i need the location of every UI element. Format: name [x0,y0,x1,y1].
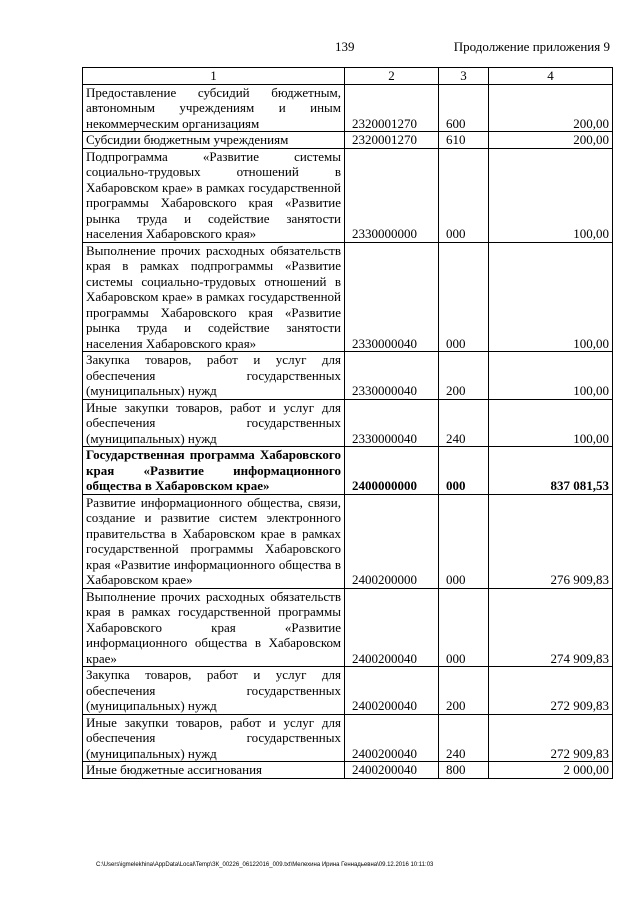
row-amount-cell: 100,00 [489,242,613,352]
row-amount-cell: 276 909,83 [489,494,613,588]
row-code-cell: 2400200040 [345,762,439,779]
row-type-cell: 200 [439,352,489,400]
budget-table [82,67,613,779]
row-name-cell: Предоставление субсидий бюджетным, автономным учреждениям и иным некоммерческим организациям [83,84,345,132]
row-name-cell: Развитие информационного общества, связи, создание и развитие систем электронного правительства в Хабаровском крае в рамках государственной программы Хабаровского края «Развитие информационного общества в Хабаровском крае» [83,494,345,588]
row-code-cell: 2400200040 [345,667,439,715]
row-name-cell: Подпрограмма «Развитие системы социально-трудовых отношений в Хабаровском крае» в рамках государственной программы Хабаровского края «Развитие рынка труда и содействие занятости населения Хабаровского края» [83,148,345,242]
table-row [83,494,613,588]
row-code-cell: 2330000040 [345,242,439,352]
row-amount-cell: 272 909,83 [489,667,613,715]
column-header-type: 3 [439,68,489,85]
row-code-cell: 2400200040 [345,588,439,667]
row-name-cell: Иные бюджетные ассигнования [83,762,345,779]
row-type-cell: 000 [439,148,489,242]
row-code-cell: 2320001270 [345,84,439,132]
row-type-cell: 000 [439,242,489,352]
column-header-code: 2 [345,68,439,85]
row-amount-cell: 272 909,83 [489,714,613,762]
table-row [83,399,613,447]
row-name-cell: Закупка товаров, работ и услуг для обеспечения государственных (муниципальных) нужд [83,352,345,400]
row-name-cell: Государственная программа Хабаровского края «Развитие информационного общества в Хабаровском крае» [83,447,345,495]
table-row [83,148,613,242]
column-header-amount: 4 [489,68,613,85]
row-name-cell: Выполнение прочих расходных обязательств края в рамках государственной программы Хабаровского края «Развитие информационного общества в Хабаровском крае» [83,588,345,667]
row-amount-cell: 200,00 [489,132,613,149]
table-header-row [83,68,613,85]
table-row [83,352,613,400]
row-code-cell: 2400200040 [345,714,439,762]
row-amount-cell: 274 909,83 [489,588,613,667]
row-type-cell: 000 [439,494,489,588]
row-type-cell: 610 [439,132,489,149]
table-row [83,242,613,352]
row-amount-cell: 100,00 [489,148,613,242]
page-number: 139 [335,39,355,54]
row-type-cell: 240 [439,714,489,762]
row-name-cell: Иные закупки товаров, работ и услуг для обеспечения государственных (муниципальных) нужд [83,714,345,762]
row-type-cell: 240 [439,399,489,447]
row-code-cell: 2320001270 [345,132,439,149]
row-code-cell: 2330000000 [345,148,439,242]
row-type-cell: 800 [439,762,489,779]
row-name-cell: Закупка товаров, работ и услуг для обеспечения государственных (муниципальных) нужд [83,667,345,715]
row-amount-cell: 837 081,53 [489,447,613,495]
row-code-cell: 2330000040 [345,352,439,400]
row-amount-cell: 100,00 [489,399,613,447]
table-row [83,762,613,779]
appendix-label: Продолжение приложения 9 [453,39,610,54]
row-amount-cell: 100,00 [489,352,613,400]
row-amount-cell: 2 000,00 [489,762,613,779]
table-row [83,447,613,495]
table-row [83,132,613,149]
row-code-cell: 2330000040 [345,399,439,447]
row-name-cell: Субсидии бюджетным учреждениям [83,132,345,149]
row-type-cell: 200 [439,667,489,715]
row-code-cell: 2400200000 [345,494,439,588]
file-path-footer: C:\Users\igmelekhina\AppData\Local\Temp\ЗК_00226_06122016_009.txt\Мелехина Ирина Геннадьевна\09.12.2016 10:11:03 [96,862,434,868]
row-code-cell: 2400000000 [345,447,439,495]
table-row [83,84,613,132]
row-type-cell: 000 [439,588,489,667]
table-row [83,667,613,715]
row-type-cell: 600 [439,84,489,132]
row-name-cell: Иные закупки товаров, работ и услуг для обеспечения государственных (муниципальных) нужд [83,399,345,447]
row-name-cell: Выполнение прочих расходных обязательств края в рамках подпрограммы «Развитие системы социально-трудовых отношений в Хабаровском крае» в рамках государственной программы Хабаровского края «Развитие рынка труда и содействие занятости населения Хабаровского края» [83,242,345,352]
table-row [83,714,613,762]
row-type-cell: 000 [439,447,489,495]
column-header-name: 1 [83,68,345,85]
row-amount-cell: 200,00 [489,84,613,132]
table-row [83,588,613,667]
